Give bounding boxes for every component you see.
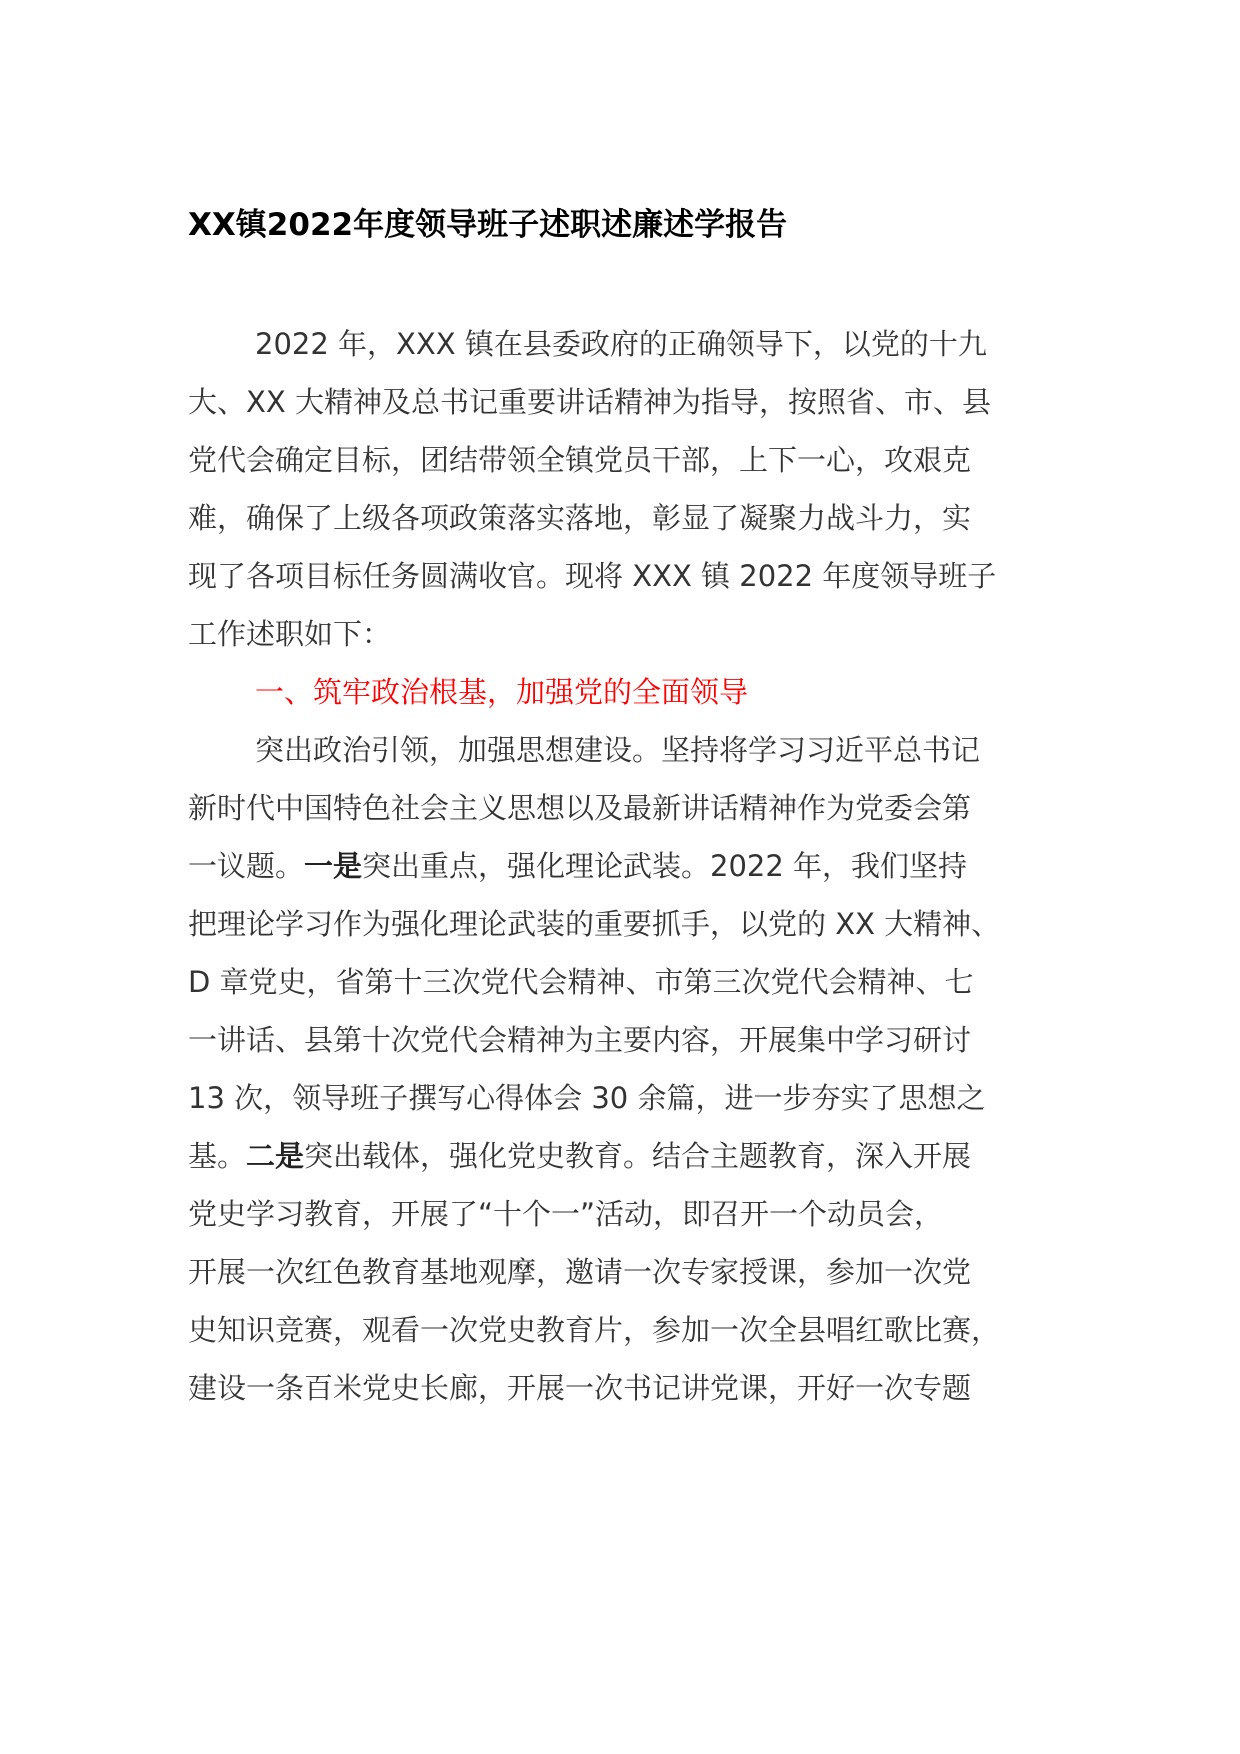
- body-line-12: 建设一条百米党史长廊，开展一次书记讲党课，开好一次专题: [188, 1371, 972, 1405]
- point-one-label: 一是: [304, 849, 363, 883]
- body-line-8-pre: 基。: [188, 1139, 247, 1173]
- intro-line-1: 2022 年，XXX 镇在县委政府的正确领导下，以党的十九: [255, 327, 987, 361]
- section-heading-1: 一、筑牢政治根基，加强党的全面领导: [255, 675, 749, 709]
- body-line-6: 一讲话、县第十次党代会精神为主要内容，开展集中学习研讨: [188, 1023, 972, 1057]
- body-line-8-post: 突出载体，强化党史教育。结合主题教育，深入开展: [304, 1139, 972, 1173]
- intro-line-6: 工作述职如下：: [188, 617, 392, 651]
- body-line-9: 党史学习教育，开展了“十个一”活动，即召开一个动员会，: [188, 1197, 944, 1231]
- point-two-label: 二是: [246, 1139, 305, 1173]
- body-line-10: 开展一次红色教育基地观摩，邀请一次专家授课，参加一次党: [188, 1255, 972, 1289]
- body-line-11: 史知识竞赛，观看一次党史教育片，参加一次全县唱红歌比赛，: [188, 1313, 1001, 1347]
- body-line-3-pre: 一议题。: [188, 849, 305, 883]
- body-line-5: D 章党史，省第十三次党代会精神、市第三次党代会精神、七: [188, 965, 974, 999]
- body-line-2: 新时代中国特色社会主义思想以及最新讲话精神作为党委会第: [188, 791, 972, 825]
- intro-line-2: 大、XX 大精神及总书记重要讲话精神为指导，按照省、市、县: [188, 385, 991, 419]
- body-line-8: [188, 1134, 971, 1178]
- body-line-4: 把理论学习作为强化理论武装的重要抓手，以党的 XX 大精神、: [188, 907, 1001, 941]
- intro-line-5: 现了各项目标任务圆满收官。现将 XXX 镇 2022 年度领导班子: [188, 559, 997, 593]
- intro-line-4: 难，确保了上级各项政策落实落地，彰显了凝聚力战斗力，实: [188, 501, 972, 535]
- body-line-3: [188, 844, 967, 888]
- body-line-7: 13 次，领导班子撰写心得体会 30 余篇，进一步夯实了思想之: [188, 1081, 986, 1115]
- intro-line-3: 党代会确定目标，团结带领全镇党员干部，上下一心，攻艰克: [188, 443, 972, 477]
- document-title: XX镇2022年度领导班子述职述廉述学报告: [188, 207, 788, 243]
- body-line-1: 突出政治引领，加强思想建设。坚持将学习习近平总书记: [255, 733, 981, 767]
- body-line-3-post: 突出重点，强化理论武装。2022 年，我们坚持: [362, 849, 968, 883]
